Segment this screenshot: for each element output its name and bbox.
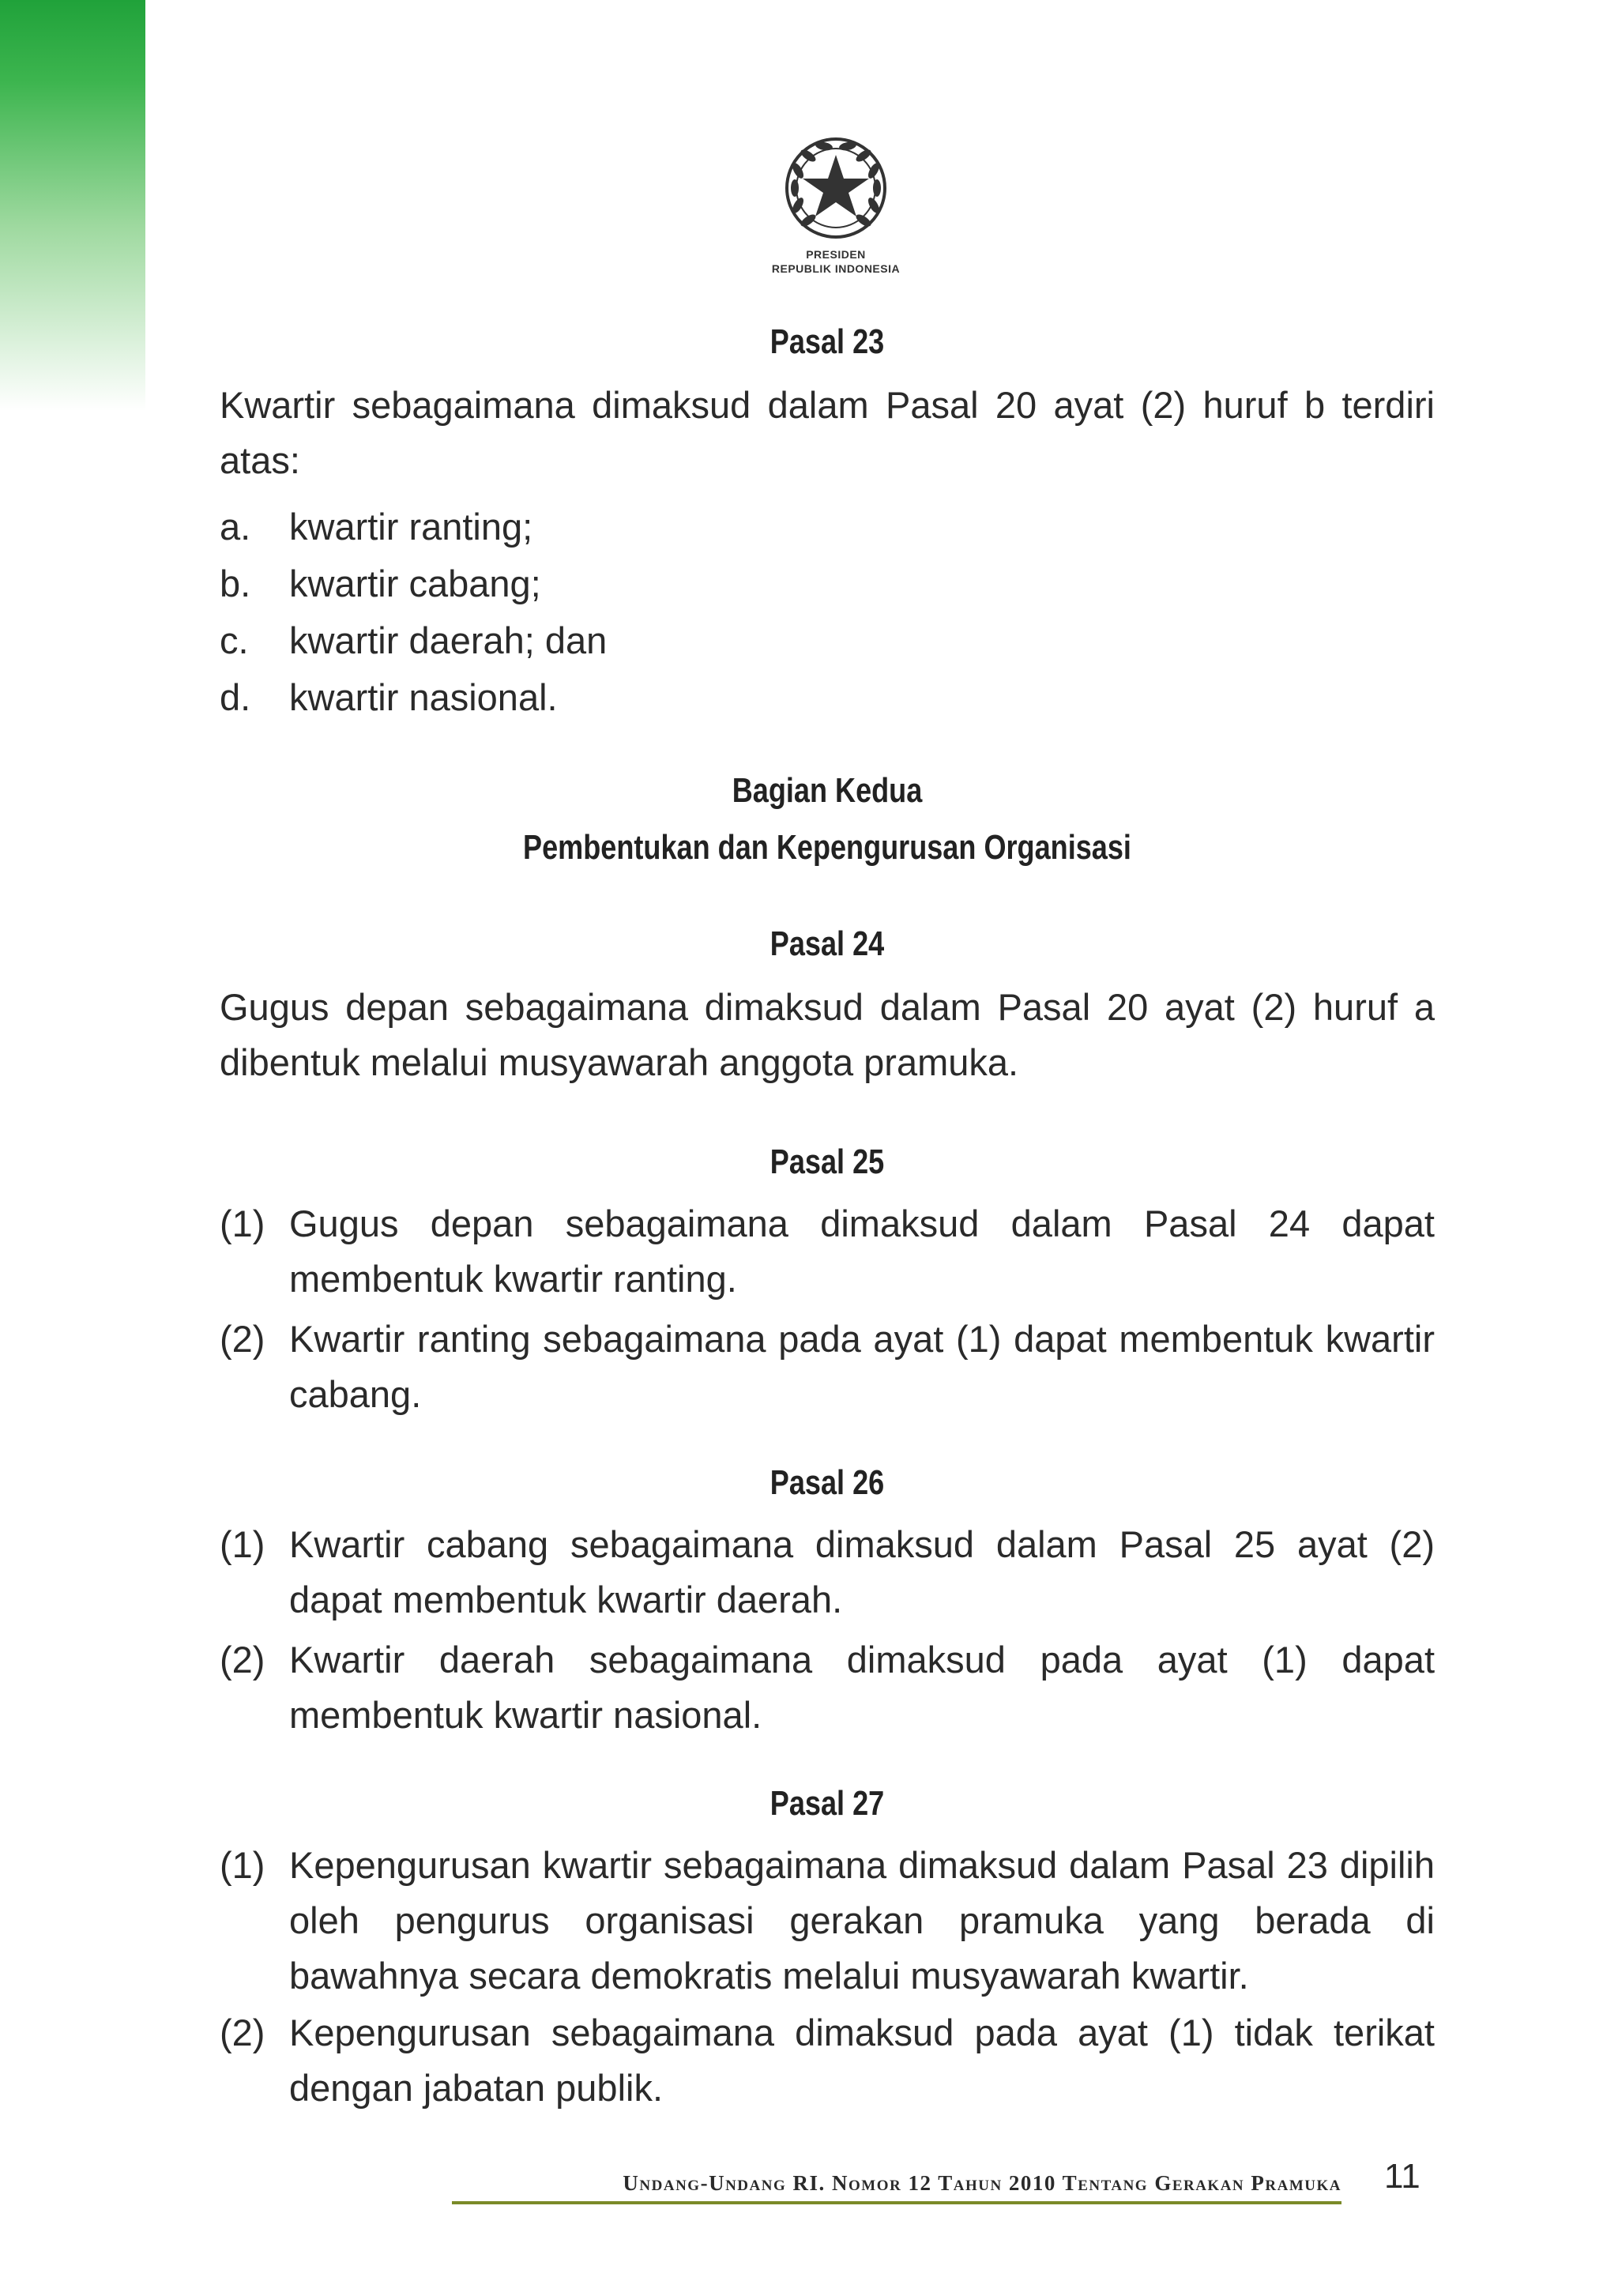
list-item-label: (1) [220,1844,265,1886]
list-item-text: Kwartir ranting sebagaimana pada ayat (1) dapat membentuk kwartir cabang. [289,1318,1435,1415]
pasal-24-text: Gugus depan sebagaimana dimaksud dalam Pasal 20 ayat (2) huruf a dibentuk melalui musyawarah anggota pramuka. [220,986,1435,1083]
section-part-heading: Bagian Kedua [732,771,923,810]
green-page-tab [0,0,145,411]
list-item-text: Kepengurusan kwartir sebagaimana dimaksud dalam Pasal 23 dipilih oleh pengurus organisasi gerakan pramuka yang berada di bawahnya secara demokratis melalui musyawarah kwartir. [289,1844,1435,1997]
page-number: 11 [1384,2157,1420,2196]
emblem-line-presiden: PRESIDEN [806,248,866,261]
emblem-line-republik: REPUBLIK INDONESIA [771,262,901,275]
list-item-label: a. [220,506,251,548]
section-title-heading: Pembentukan dan Kepengurusan Organisasi [523,828,1131,867]
list-item-text: Kwartir cabang sebagaimana dimaksud dalam Pasal 25 ayat (2) dapat membentuk kwartir daerah. [289,1523,1435,1620]
list-item-label: c. [220,619,249,661]
pasal-27-title: Pasal 27 [769,1784,885,1823]
list-item-label: (2) [220,1318,265,1360]
footer-divider [452,2201,1341,2204]
list-item-text: Kwartir daerah sebagaimana dimaksud pada ayat (1) dapat membentuk kwartir nasional. [289,1639,1435,1736]
list-item-text: Kepengurusan sebagaimana dimaksud pada ayat (1) tidak terikat dengan jabatan publik. [289,2012,1435,2109]
list-item-label: (2) [220,2012,265,2053]
pasal-23-title: Pasal 23 [769,322,885,361]
list-item-label: b. [220,563,251,604]
list-item-text: kwartir ranting; [289,506,533,548]
list-item-label: (1) [220,1523,265,1565]
list-item-text: Gugus depan sebagaimana dimaksud dalam Pasal 24 dapat membentuk kwartir ranting. [289,1203,1435,1300]
list-item-label: d. [220,676,251,718]
list-item-text: kwartir nasional. [289,676,558,718]
pasal-24-title: Pasal 24 [769,924,885,963]
garuda-star-emblem-icon [781,133,891,243]
list-item-label: (2) [220,1639,265,1681]
presidential-emblem [765,133,907,283]
list-item-label: (1) [220,1203,265,1244]
pasal-26-title: Pasal 26 [769,1463,885,1502]
pasal-25-title: Pasal 25 [769,1142,885,1181]
list-item-text: kwartir daerah; dan [289,619,608,661]
list-item-text: kwartir cabang; [289,563,541,604]
footer-title: Undang-Undang RI. Nomor 12 Tahun 2010 Tentang Gerakan Pramuka [623,2171,1341,2195]
pasal-23-intro: Kwartir sebagaimana dimaksud dalam Pasal 20 ayat (2) huruf b terdiri atas: [220,384,1435,481]
